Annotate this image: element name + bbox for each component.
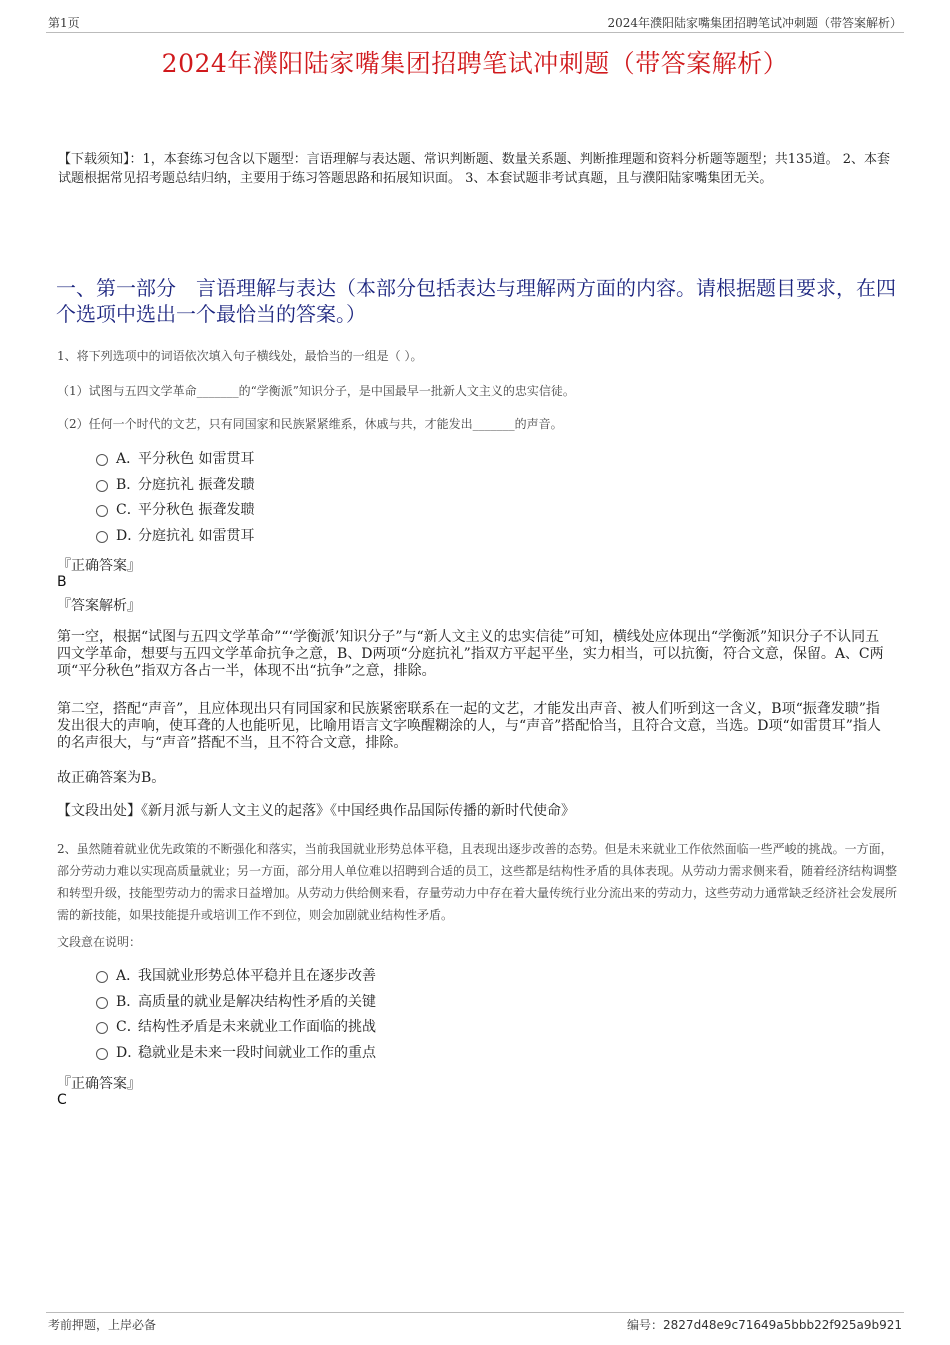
option-text: 平分秋色 如雷贯耳 <box>138 451 255 467</box>
radio-icon[interactable] <box>96 480 108 492</box>
option-letter: C． <box>116 1019 141 1035</box>
radio-icon[interactable] <box>96 971 108 983</box>
radio-icon[interactable] <box>96 997 108 1009</box>
header-doc-title: 2024年濮阳陆家嘴集团招聘笔试冲刺题（带答案解析） <box>607 16 902 30</box>
question-1-stem: 1、将下列选项中的词语依次填入句子横线处，最恰当的一组是（ ）。 <box>57 349 423 363</box>
option-letter: D． <box>116 1045 142 1061</box>
option-letter: D． <box>116 528 142 544</box>
radio-icon[interactable] <box>96 531 108 543</box>
option-text: 稳就业是未来一段时间就业工作的重点 <box>138 1045 376 1061</box>
q1-analysis-conclusion: 故正确答案为B。 <box>57 770 166 786</box>
option-letter: A． <box>116 451 141 467</box>
page-header <box>46 14 904 33</box>
q2-option-a[interactable] <box>96 966 376 986</box>
option-text: 结构性矛盾是未来就业工作面临的挑战 <box>138 1019 376 1035</box>
option-text: 我国就业形势总体平稳并且在逐步改善 <box>138 968 376 984</box>
footer-code <box>627 1316 902 1333</box>
q1-option-b[interactable] <box>96 475 254 495</box>
q2-option-c[interactable] <box>96 1017 376 1037</box>
option-letter: B． <box>116 994 141 1010</box>
option-letter: C． <box>116 502 141 518</box>
radio-icon[interactable] <box>96 454 108 466</box>
question-2-stem: 2、虽然随着就业优先政策的不断强化和落实，当前我国就业形势总体平稳，且表现出逐步改善的态势。但是未来就业工作依然面临一些严峻的挑战。一方面，部分劳动力难以实现高质量就业；另一方面，部分用人单位难以招聘到合适的员工，这些都是结构性矛盾的具体表现。从劳动力需求侧来看，随着经济结构调整和转型升级，技能型劳动力的需求日益增加。从劳动力供给侧来看，存量劳动力中存在着大量传统行业分流出来的劳动力，这些劳动力通常缺乏经济社会发展所需的新技能，如果技能提升或培训工作不到位，则会加剧就业结构性矛盾。 <box>57 842 898 922</box>
q1-answer-label: 『正确答案』 <box>57 558 141 574</box>
q1-source: 【文段出处】《新月派与新人文主义的起落》《中国经典作品国际传播的新时代使命》 <box>57 803 575 819</box>
page-number: 第1页 <box>48 16 80 30</box>
radio-icon[interactable] <box>96 1022 108 1034</box>
option-letter: A． <box>116 968 141 984</box>
option-text: 分庭抗礼 振聋发聩 <box>138 477 255 493</box>
download-notice: 【下载须知】：1，本套练习包含以下题型：言语理解与表达题、常识判断题、数量关系题、判断推理题和资料分析题等题型；共135道。 2、本套试题根据常见招考题总结归纳，主要用于练习答题思路和拓展知识面。 3、本套试题非考试真题，且与濮阳陆家嘴集团无关。 <box>58 152 890 186</box>
code-value: 2827d48e9c71649a5bbb22f925a9b921 <box>663 1318 902 1332</box>
q1-option-c[interactable] <box>96 500 254 520</box>
q2-answer-value: C <box>57 1092 67 1108</box>
option-text: 平分秋色 振聋发聩 <box>138 502 255 518</box>
q2-answer-label: 『正确答案』 <box>57 1076 141 1092</box>
q1-option-d[interactable] <box>96 526 254 546</box>
q1-option-a[interactable] <box>96 449 254 469</box>
radio-icon[interactable] <box>96 1048 108 1060</box>
q2-option-b[interactable] <box>96 992 376 1012</box>
option-text: 分庭抗礼 如雷贯耳 <box>138 528 255 544</box>
document-title: 2024年濮阳陆家嘴集团招聘笔试冲刺题（带答案解析） <box>161 49 789 78</box>
question-1-sentence-2: （2）任何一个时代的文艺，只有同国家和民族紧紧维系，休戚与共，才能发出_______的声音。 <box>57 417 563 431</box>
option-letter: B． <box>116 477 141 493</box>
q1-analysis-paragraph-2: 第二空，搭配“声音”，且应体现出只有同国家和民族紧密联系在一起的文艺，才能发出声音、被人们听到这一含义，B项“振聋发聩”指发出很大的声响，使耳聋的人也能听见，比喻用语言文字唤醒糊涂的人，与“声音”搭配恰当，且符合文意，当选。D项“如雷贯耳”指人的名声很大，与“声音”搭配不当，且不符合文意，排除。 <box>57 701 881 751</box>
question-2-prompt: 文段意在说明： <box>57 935 142 949</box>
option-text: 高质量的就业是解决结构性矛盾的关键 <box>138 994 376 1010</box>
question-1-sentence-1: （1）试图与五四文学革命_______的“学衡派”知识分子，是中国最早一批新人文主义的忠实信徒。 <box>57 384 575 398</box>
radio-icon[interactable] <box>96 505 108 517</box>
page-footer <box>46 1312 904 1333</box>
q1-answer-value: B <box>57 574 67 590</box>
code-label: 编号： <box>627 1318 664 1332</box>
section-title: 一、第一部分 言语理解与表达（本部分包括表达与理解两方面的内容。请根据题目要求，在四个选项中选出一个最恰当的答案。） <box>56 276 896 326</box>
q1-analysis-label: 『答案解析』 <box>57 598 141 614</box>
q1-analysis-paragraph-1: 第一空，根据“试图与五四文学革命”“‘学衡派’知识分子”与“新人文主义的忠实信徒”可知，横线处应体现出“学衡派”知识分子不认同五四文学革命，想要与五四文学革命抗争之意，B、D两项“分庭抗礼”指双方平起平坐，实力相当，可以抗衡，符合文意，保留。A、C两项“平分秋色”指双方各占一半，体现不出“抗争”之意，排除。 <box>57 629 884 679</box>
q2-option-d[interactable] <box>96 1043 376 1063</box>
footer-slogan: 考前押题，上岸必备 <box>48 1318 157 1332</box>
